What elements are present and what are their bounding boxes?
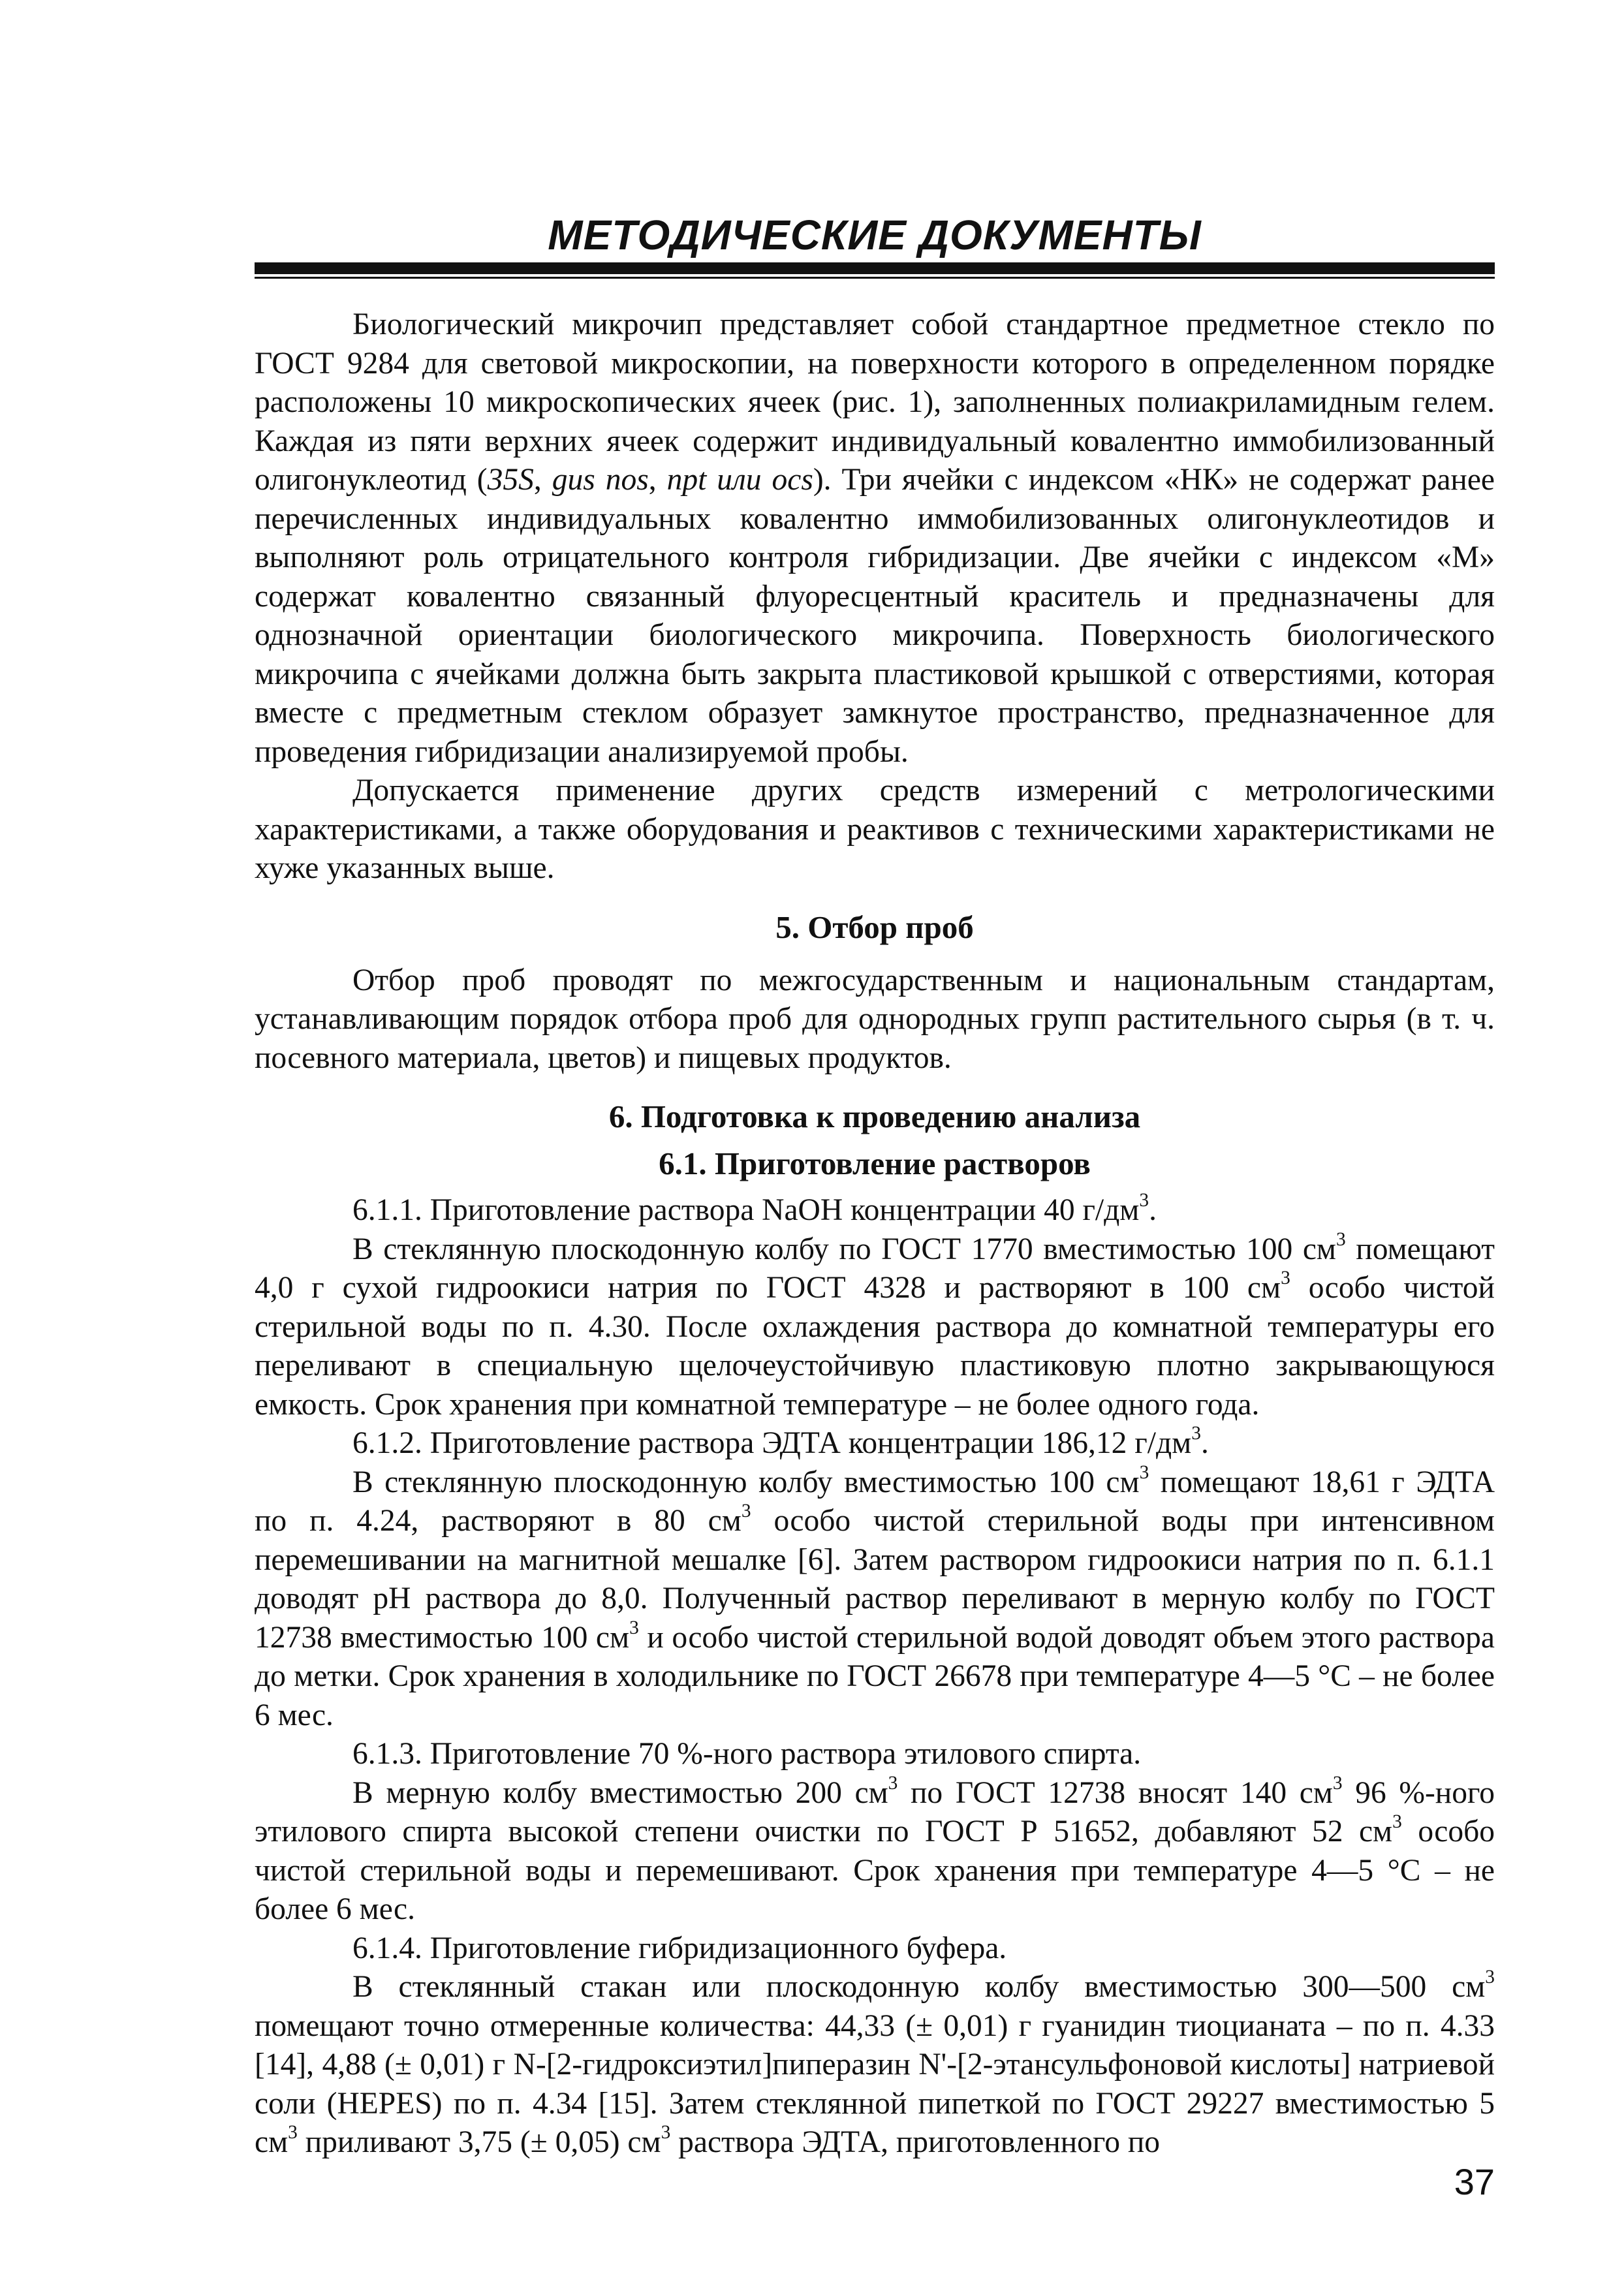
paragraph-alternative-equipment: Допускается применение других средств измерений с метрологическими характеристиками, а также оборудования и реактивов с техническими характеристиками не хуже указанных выше. [255,773,1495,885]
section-heading-preparation: 6. Подготовка к проведению анализа [608,1099,1141,1134]
section-heading-sampling: 5. Отбор проб [775,909,974,945]
header-rule-thin [255,277,1495,279]
paragraph-6-1-2: В стеклянную плоскодонную колбу вместимостью 100 $см^3$ помещают 18,61 г ЭДТА по п. 4.24, растворяют в 80 $см^3$ особо чистой стерильной воды при интенсивном перемешивании на магнитной мешалке [6]. Затем раствором гидроокиси натрия по п. 6.1.1 доводят pH раствора до 8,0. Полученный раствор переливают в мерную колбу по ГОСТ 12738 вместимостью 100 $см^3$ и особо чистой стерильной водой доводят объем этого раствора до метки. Срок хранения в холодильнике по ГОСТ 26678 при температуре 4—5 °С – не более 6 мес. [255,1461,1495,1732]
paragraph-microchip-description: Биологический микрочип представляет собой стандартное предметное стекло по ГОСТ 9284 для световой микроскопии, на поверхности которого в определенном порядке расположены 10 микроскопических ячеек (рис. 1), заполненных полиакриламидным гелем. Каждая из пяти верхних ячеек содержит индивидуальный ковалентно иммобилизованный олигонуклеотид (35S, gus nos, npt или ocs). Три ячейки с индексом «НК» не содержат ранее перечисленных индивидуальных ковалентно иммобилизованных олигонуклеотидов и выполняют роль отрицательного контроля гибридизации. Две ячейки с индексом «М» содержат ковалентно связанный флуоресцентный краситель и предназначены для однозначной ориентации биологического микрочипа. Поверхность биологического микрочипа с ячейками должна быть закрыта пластиковой крышкой с отверстиями, которая вместе с предметным стеклом образует замкнутое пространство, предназначенное для проведения гибридизации анализируемой пробы. [255,307,1495,769]
subsection-heading-solutions: 6.1. Приготовление растворов [659,1146,1091,1181]
paragraph-6-1-3: В мерную колбу вместимостью 200 $см^3$ по ГОСТ 12738 вносят 140 $см^3$ 96 %-ного этилового спирта высокой степени очистки по ГОСТ Р 51652, добавляют 52 $см^3$ особо чистой стерильной воды и перемешивают. Срок хранения при температуре 4—5 °С – не более 6 мес. [255,1772,1495,1926]
paragraph-sampling: Отбор проб проводят по межгосударственным и национальным стандартам, устанавливающим порядок отбора проб для однородных групп растительного сырья (в т. ч. посевного материала, цветов) и пищевых продуктов. [255,963,1495,1075]
paragraph-6-1-1: В стеклянную плоскодонную колбу по ГОСТ 1770 вместимостью 100 $см^3$ помещают 4,0 г сухой гидроокиси натрия по ГОСТ 4328 и растворяют в 100 $см^3$ особо чистой стерильной воды по п. 4.30. После охлаждения раствора до комнатной температуры его переливают в специальную щелочеустойчивую пластиковую плотно закрывающуюся емкость. Срок хранения при комнатной температуре – не более одного года. [255,1228,1495,1422]
header-title: МЕТОДИЧЕСКИЕ ДОКУМЕНТЫ [548,211,1202,258]
item-title-6-1-2: 6.1.2. Приготовление раствора ЭДТА концентрации 186,12 $г/дм^3$. [352,1422,1209,1460]
paragraph-6-1-4: В стеклянный стакан или плоскодонную колбу вместимостью 300—500 $см^3$ помещают точно отмеренные количества: 44,33 (± 0,01) г гуанидин тиоцианата – по п. 4.33 [14], 4,88 (± 0,01) г N-[2-гидроксиэтил]пиперазин N'-[2-этансульфоновой кислоты] натриевой соли (HEPES) по п. 4.34 [15]. Затем стеклянной пипеткой по ГОСТ 29227 вместимостью 5 $см^3$ приливают 3,75 (± 0,05) $см^3$ раствора ЭДТА, приготовленного по [255,1966,1495,2159]
item-title-6-1-3: 6.1.3. Приготовление 70 %-ного раствора этилового спирта. [352,1737,1142,1771]
item-title-6-1-1: 6.1.1. Приготовление раствора NaOH концентрации 40 $г/дм^3$. [352,1189,1157,1227]
document-body [255,305,1495,2162]
header-rule-thick [255,262,1495,274]
item-title-6-1-4: 6.1.4. Приготовление гибридизационного буфера. [352,1931,1007,1965]
page-number: 37 [1454,2161,1495,2202]
